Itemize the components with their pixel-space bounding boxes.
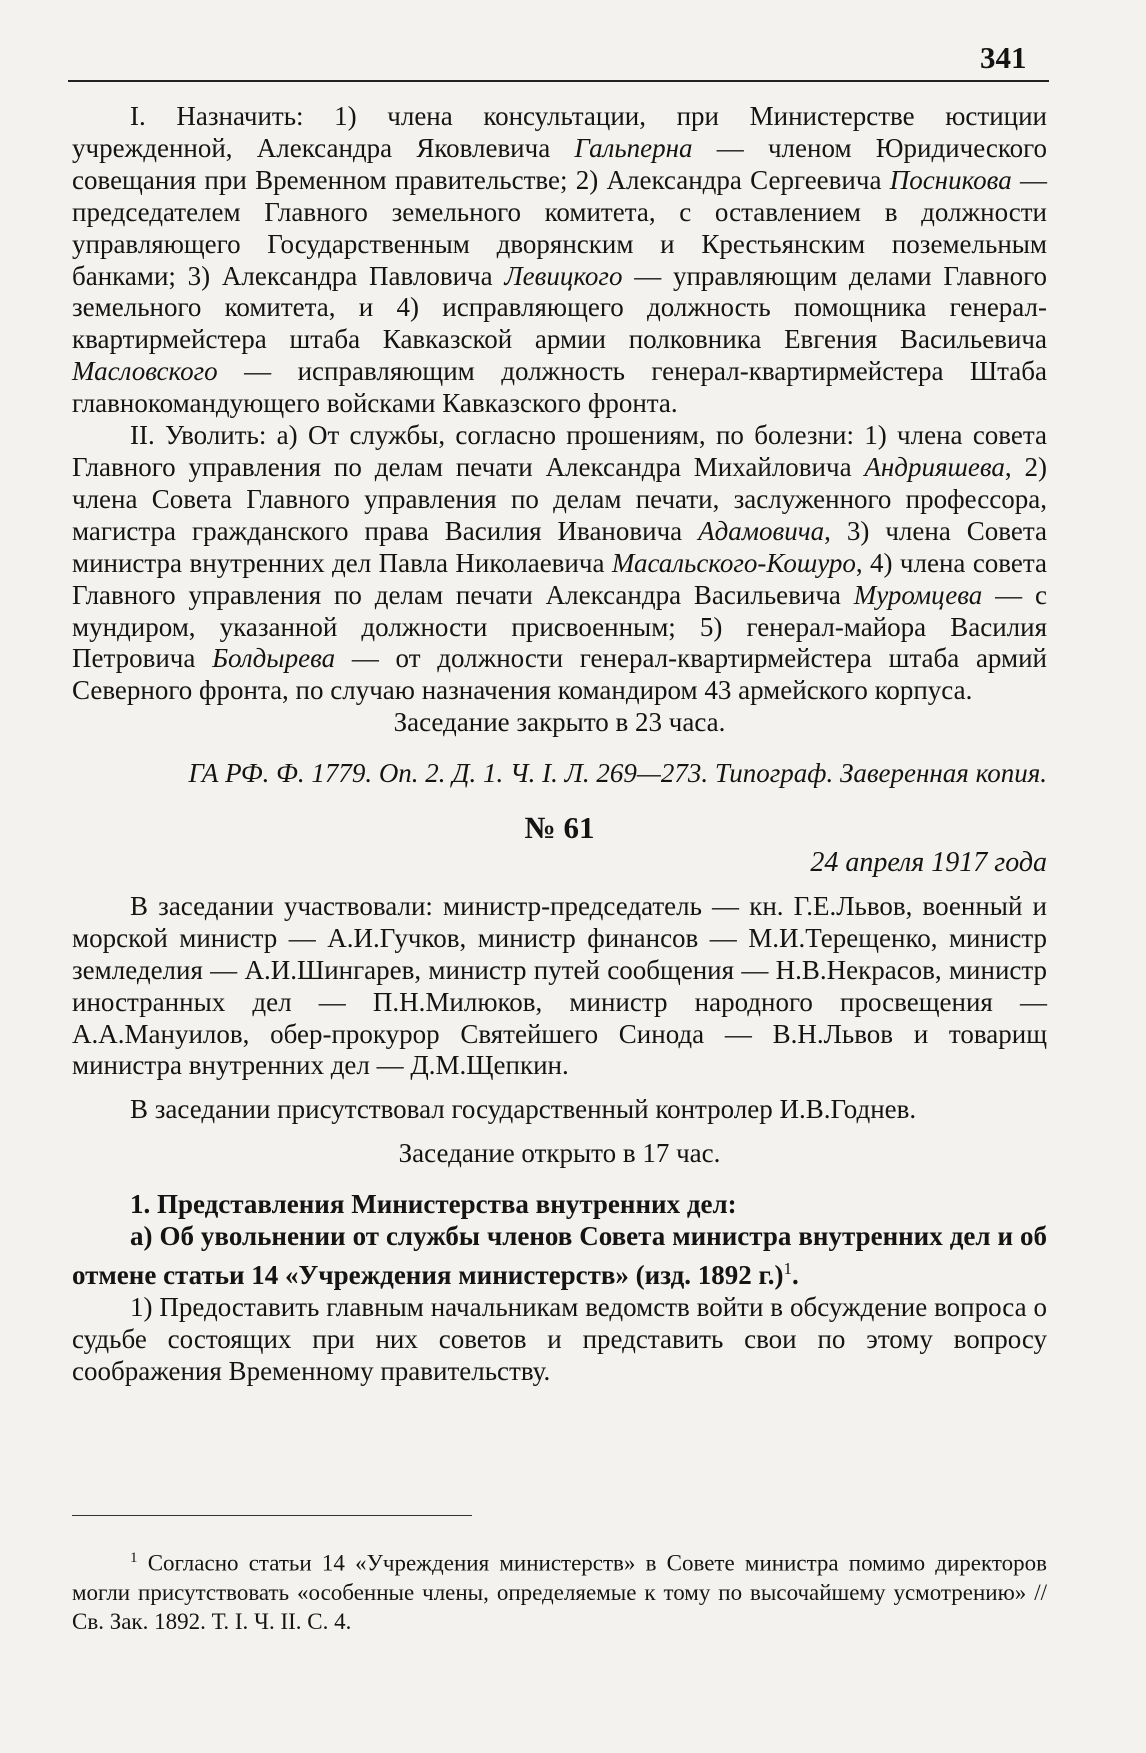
footnote-rule [72,1515,472,1516]
archive-reference: ГА РФ. Ф. 1779. Оп. 2. Д. 1. Ч. I. Л. 269—273. Типограф. Заверенная копия. [188,758,1047,789]
page-body [72,101,1047,1388]
decision-paragraph: 1) Предоставить главным начальникам ведомств войти в обсуждение вопроса о судьбе состоящих при них советов и представить свои по этому вопросу соображения Временному правительству. [72,1291,1047,1386]
meeting-opened-line: Заседание открыто в 17 час. [398,1138,721,1169]
page-number: 341 [980,40,1027,75]
meeting-closed-line: Заседание закрыто в 23 часа. [393,707,726,738]
section-title: 1. Представления Министерства внутренних дел: [130,1189,737,1220]
document-number: № 61 [524,810,595,846]
dismissals-paragraph: II. Уволить: а) От службы, согласно прошениям, по болезни: 1) члена совета Главного управления по делам печати Александра Михайловича Андрияшева, 2) члена Совета Главного управления по делам печати, заслуженного профессора, магистра гражданского права Василия Ивановича Адамовича, 3) члена Совета министра внутренних дел Павла Николаевича Масальского-Кошуро, 4) члена совета Главного управления по делам печати Александра Васильевича Муромцева — с мундиром, указанной должности присвоенным; 5) генерал-майора Василия Петровича Болдырева — от должности генерал-квартирмейстера штаба армий Северного фронта, по случаю назначения командиром 43 армейского корпуса. [72,420,1048,706]
subsection-title: а) Об увольнении от службы членов Совета министра внутренних дел и об отмене статьи 14 «Учреждения министерств» (изд. 1892 г.)$^1$. [72,1221,1047,1290]
person-name: Гальперна [574,132,693,163]
person-name: Адамовича [698,515,825,546]
person-name: Посникова [889,164,1012,195]
person-name: Андрияшева [864,451,1005,482]
person-name: Масловского [72,356,218,387]
person-name: Болдырева [212,643,336,674]
footnote: $^1$ Согласно статьи 14 «Учреждения министерств» в Совете министра помимо директоров могли присутствовать «особенные члены, определяемые к тому по высочайшему усмотрению» // Св. Зак. 1892. Т. I. Ч. II. С. 4. [72,1550,1047,1634]
person-name: Муромцева [853,579,983,610]
footnote-number: 1 [130,1550,138,1566]
participants-paragraph: В заседании участвовали: министр-председатель — кн. Г.Е.Львов, военный и морской министр — А.И.Гучков, министр финансов — М.И.Терещенко, министр земледелия — А.И.Шингарев, министр путей сообщения — Н.В.Некрасов, министр иностранных дел — П.Н.Милюков, министр народного просвещения — А.А.Мануилов, обер-прокурор Святейшего Синода — В.Н.Львов и товарищ министра внутренних дел — Д.М.Щепкин. [72,890,1047,1081]
attendance-paragraph: В заседании присутствовал государственный контролер И.В.Годнев. [130,1094,917,1125]
person-name: Левицкого [504,260,623,291]
appointments-paragraph: I. Назначить: 1) члена консультации, при Министерстве юстиции учрежденной, Александра Яковлевича Гальперна — членом Юридического совещания при Временном правительстве; 2) Александра Сергеевича Посникова — председателем Главного земельного комитета, с оставлением в должности управляющего Государственным дворянским и Крестьянским поземельным банками; 3) Александра Павловича Левицкого — управляющим делами Главного земельного комитета, и 4) исправляющего должность помощника генерал-квартирмейстера штаба Кавказской армии полковника Евгения Васильевича Масловского — исправляющим должность генерал-квартирмейстера Штаба главнокомандующего войсками Кавказского фронта. [72,101,1048,419]
header-rule [68,80,1049,82]
person-name: Масальского-Кошуро [611,547,856,578]
document-date: 24 апреля 1917 года [810,847,1047,879]
footnote-marker: 1 [783,1259,792,1278]
